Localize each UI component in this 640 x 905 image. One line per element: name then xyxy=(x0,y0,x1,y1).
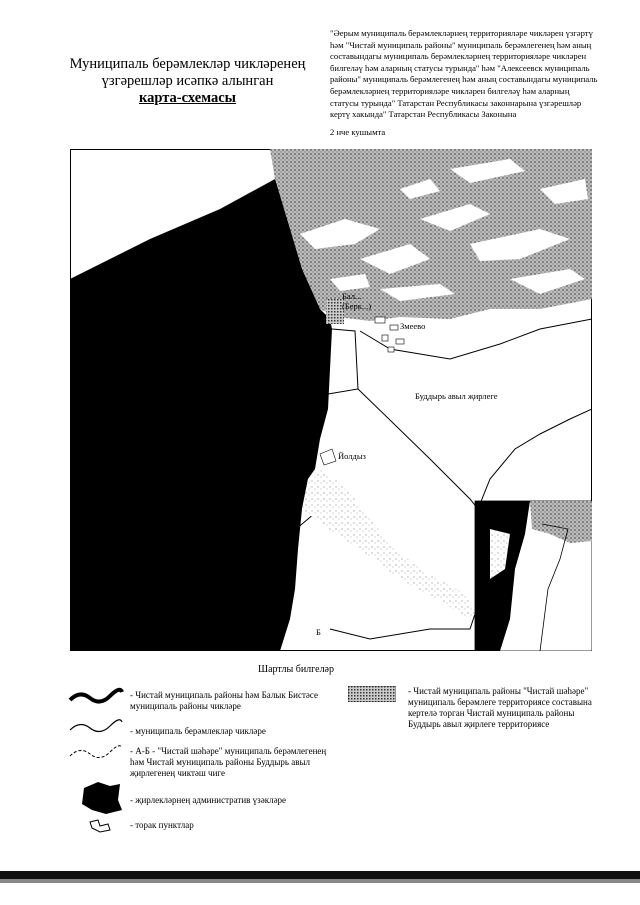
title-line-2: үзгәрешләр исәпкә алынган xyxy=(101,73,274,89)
scan-bottom-edge xyxy=(0,871,640,879)
village-label-2: (Берк...) xyxy=(342,301,372,311)
legend-item-3: - А-Б - "Чистай шәһәре" муниципаль берәмлегенең һәм Чистай муниципаль районы Буддырь авыл җирлегенең чиктәш чиге xyxy=(130,746,327,778)
village-label: Бал... xyxy=(342,291,362,301)
appendix-number: 2 нче кушымта xyxy=(330,127,386,137)
legend-item-1: - Чистай муниципаль районы һәм Балык Бистәсе муниципаль районы чикләре xyxy=(130,690,318,711)
point-b-label: Б xyxy=(316,627,321,637)
legend-title: Шартлы билгеләр xyxy=(258,664,334,675)
yoldyz-label: Йолдыз xyxy=(338,451,366,461)
legend-item-6: - Чистай муниципаль районы "Чистай шәһәре" муниципаль берәмлеге территориясе составына кертелә торган Чистай муниципаль районы Буддырь авыл җирлеге территориясе xyxy=(408,686,592,729)
zmeevo-label: Змеево xyxy=(400,321,426,331)
settlement-outline-icon xyxy=(88,818,114,834)
thin-wavy-line-icon xyxy=(68,716,124,736)
dashed-wavy-line-icon xyxy=(68,742,124,762)
inset-map xyxy=(475,501,592,651)
point-a-label: А xyxy=(256,199,263,209)
title-line-1: Муниципаль берәмлекләр чикләренең xyxy=(69,56,306,72)
law-reference-note: "Әерым муниципаль берәмлекләрнең территорияләре чикләрен үзгәртү һәм "Чистай муниципаль районы" муниципаль берәмлегенең һәм аның составындагы муниципаль берәмлекләрнең территорияләре чикләрен билгеләү һәм аларның статусы турында" һәм "Алексеевск муниципаль районы" муниципаль берәмлегенең һәм аның составындагы муниципаль берәмлекләрнең территорияләре чикләрен билгеләү һәм аларның статусы турында" Татарстан Республикасы законнарына үзгәрешләр кертү хакында" Татарстан Республикасы Законына xyxy=(330,28,598,120)
map-canvas xyxy=(70,149,592,651)
title-subtitle: карта-схемасы xyxy=(139,90,236,106)
thick-wavy-line-icon xyxy=(68,686,124,708)
dotted-hatch-icon xyxy=(348,686,396,702)
legend-item-4: - җирлекләрнең административ үзәкләре xyxy=(130,795,287,805)
scan-bottom-edge-gray xyxy=(0,879,640,883)
map-title xyxy=(60,56,315,107)
legend-item-5: - торак пунктлар xyxy=(130,820,194,830)
map-frame xyxy=(70,149,592,651)
legend-item-2: - муниципаль берәмлекләр чикләре xyxy=(130,726,266,736)
budd-settlement-label: Буддырь авыл җирлеге xyxy=(415,391,498,401)
black-blob-icon xyxy=(80,780,124,816)
